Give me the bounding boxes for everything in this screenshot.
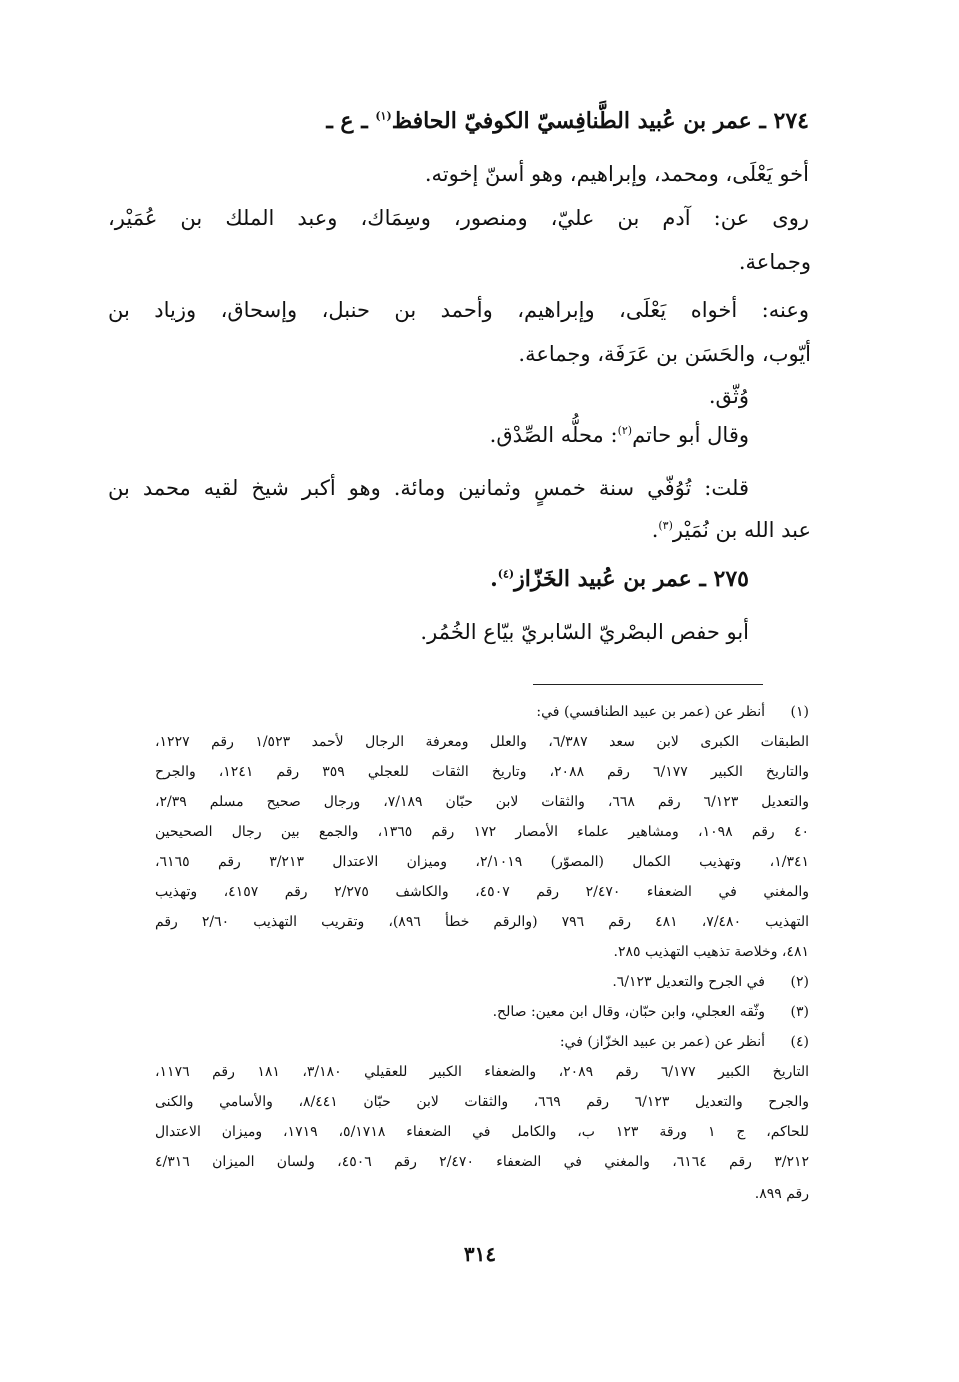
footnote-1-heading: أنظر عن (عمر بن عبيد الطنافسي) في: [536, 704, 765, 720]
footnote-4-line: رقم ٨٩٩. [754, 1186, 809, 1202]
entry-274-line-4: وعنه: أخواه يَعْلَى، وإبراهيم، وأحمد بن حنبل، وإسحاق، وزياد بن [108, 298, 809, 322]
footnote-ref-2[interactable]: (٢) [617, 424, 633, 437]
entry-274-line-3: وجماعة. [738, 250, 811, 274]
entry-275-line-1: أبو حفص البصْريّ السّابريّ بيّاع الخُمُر. [420, 620, 749, 644]
entry-274-line-6: وُثّق. [708, 384, 749, 408]
entry-274-line-9-a: عبد الله بن نُمَيْر [672, 518, 811, 542]
footnote-1-line: ٤٨١، وخلاصة تذهيب التهذيب ٢٨٥. [613, 944, 809, 960]
footnote-4-line: ٣/٢١٢ رقم ٦١٦٤، والمغني في الضعفاء ٢/٤٧٠ رقم ٤٥٠٦، ولسان الميزان ٤/٣١٦ [155, 1154, 810, 1170]
entry-274-line-5: أيّوب، والحَسَن بن عَرَفَة، وجماعة. [518, 342, 811, 366]
footnote-1-line: والتاريخ الكبير ٦/١٧٧ رقم ٢٠٨٨، وتاريخ الثقات للعجلي ٣٥٩ رقم ١٢٤١، والجرح [155, 764, 810, 780]
footnote-1-line: ١/٣٤١، وتهذيب الكمال (المصوّر) ٢/١٠١٩، وميزان الاعتدال ٣/٢١٣ رقم ٦١٦٥، [155, 854, 809, 870]
footnote-1-line: والمغني في الضعفاء ٢/٤٧٠ رقم ٤٥٠٧، والكاشف ٢/٢٧٥ رقم ٤١٥٧، وتهذيب [155, 884, 810, 900]
entry-274-title: ٢٧٤ ـ عمر بن عُبيد الطَّنافِسيّ الكوفيّ الحافظ [391, 108, 809, 134]
entry-274-heading [326, 108, 809, 134]
footnote-1-line: والتعديل ٦/١٢٣ رقم ٦٦٨، والثقات لابن حبّان ٧/١٨٩، ورجال صحيح مسلم ٢/٣٩، [155, 794, 810, 810]
footnote-separator [533, 684, 763, 685]
entry-274-line-2: روى عن: آدم بن عليّ، ومنصور، وسِمَاك، وعبد الملك بن عُمَيْر، [108, 206, 809, 230]
entry-274-line-1: أخو يَعْلَى، ومحمد، وإبراهيم، وهو أسنّ إخوته. [424, 162, 809, 186]
footnote-3-text: وثّقه العجلي، وابن حبّان، وقال ابن معين: صالح. [492, 1004, 765, 1020]
footnote-1-line: ٤٠ رقم ١٠٩٨، ومشاهير علماء الأمصار ١٧٢ رقم ١٣٦٥، والجمع بين رجال الصحيحين [155, 824, 810, 840]
footnote-ref-3[interactable]: (٣) [658, 519, 673, 532]
footnote-ref-4[interactable]: (٤) [497, 567, 515, 581]
entry-274-line-9 [652, 518, 811, 542]
footnote-4-heading: أنظر عن (عمر بن عبيد الخزّاز) في: [559, 1034, 765, 1050]
footnote-2-text: في الجرح والتعديل ٦/١٢٣. [612, 974, 765, 990]
entry-274-line-7 [490, 423, 749, 447]
footnote-1-number: (١) [790, 704, 809, 720]
entry-274-line-8: قلت: تُوُفّي سنة خمسٍ وثمانين ومائة. وهو أكبر شيخ لقيه محمد بن [108, 476, 749, 500]
footnote-1-line: الطبقات الكبرى لابن سعد ٦/٣٨٧، والعلل ومعرفة الرجال لأحمد ١/٥٢٣ رقم ١٢٢٧، [155, 734, 810, 750]
footnote-4-line: والجرح والتعديل ٦/١٢٣ رقم ٦٦٩، والثقات لابن حبّان ٨/٤٤١، والأسامي والكنى [155, 1094, 809, 1110]
footnote-2-number: (٢) [790, 974, 809, 990]
entry-274-line-7-b: : محلُّه الصِّدْق. [489, 423, 618, 447]
footnote-4-line: للحاكم، ج ١ ورقة ١٢٣ ب، والكامل في الضعفاء ٥/١٧١٨، ١٧١٩، وميزان الاعتدال [155, 1124, 809, 1140]
entry-274-code: ـ ع ـ [326, 108, 376, 134]
footnote-4-line: التاريخ الكبير ٦/١٧٧ رقم ٢٠٨٩، والضعفاء الكبير للعقيلي ٣/١٨٠، ١٨١ رقم ١١٧٦، [155, 1064, 809, 1080]
footnote-ref-1[interactable]: (١) [375, 109, 392, 123]
entry-275-title: ٢٧٥ ـ عمر بن عُبيد الخَزّاز [514, 566, 749, 592]
entry-275-tail: . [490, 566, 498, 592]
entry-274-line-7-a: وقال أبو حاتم [632, 423, 749, 447]
entry-274-line-9-b: . [651, 518, 659, 542]
footnote-3-number: (٣) [790, 1004, 809, 1020]
entry-275-heading [490, 566, 749, 592]
footnote-1-line: التهذيب ٧/٤٨٠، ٤٨١ رقم ٧٩٦ (والرقم خطأ ٨٩٦)، وتقريب التهذيب ٢/٦٠ رقم [155, 914, 809, 930]
footnote-4-number: (٤) [790, 1034, 809, 1050]
page-number: ٣١٤ [463, 1242, 497, 1266]
